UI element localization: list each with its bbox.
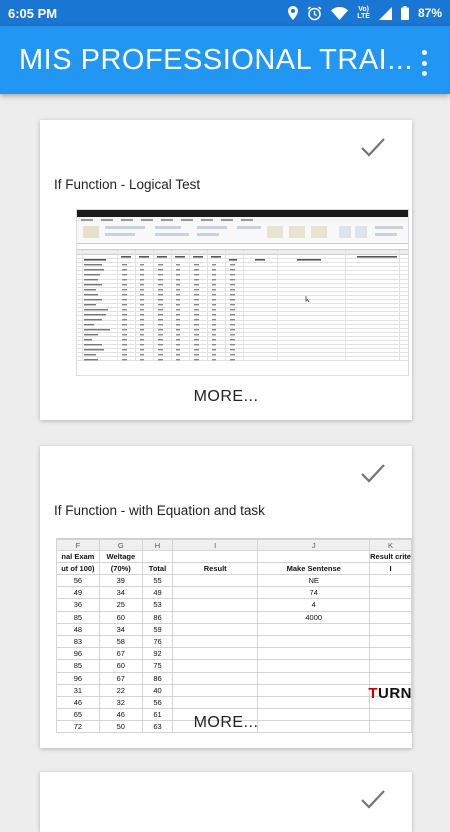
sheet-cell: 76 <box>142 635 172 647</box>
check-icon <box>360 788 386 810</box>
sheet-cell: 56 <box>57 575 100 587</box>
card-title: If Function - with Equation and task <box>54 503 265 518</box>
watermark-text: TURN <box>368 685 412 702</box>
sheet-cell: 74 <box>258 587 370 599</box>
sheet-cell: F <box>57 540 100 551</box>
sheet-cell <box>370 611 412 623</box>
card-title: If Function - Logical Test <box>54 177 201 192</box>
sheet-cell <box>173 599 258 611</box>
table-row <box>57 635 412 647</box>
table-row <box>57 648 412 660</box>
sheet-cell <box>258 696 370 708</box>
sheet-cell: 53 <box>142 599 172 611</box>
sheet-cell: 39 <box>99 575 142 587</box>
sheet-cell: 46 <box>57 696 100 708</box>
more-button[interactable]: MORE... <box>193 388 259 405</box>
sheet-cell: 60 <box>99 611 142 623</box>
app-title: MIS PROFESSIONAL TRAI... <box>19 43 413 76</box>
table-row <box>57 575 412 587</box>
thumbnail-cells <box>77 255 410 375</box>
sheet-cell: 61 <box>142 709 172 721</box>
app-bar <box>0 26 450 94</box>
sheet-cell: J <box>258 540 370 551</box>
sheet-cell: 58 <box>99 635 142 647</box>
sheet-cell <box>370 623 412 635</box>
sheet-cell: NE <box>258 575 370 587</box>
sheet-cell <box>173 684 258 696</box>
header-row <box>57 551 412 563</box>
sheet-cell: 72 <box>57 721 100 733</box>
sheet-cell: 48 <box>57 623 100 635</box>
check-icon <box>360 462 386 484</box>
sheet-cell: 85 <box>57 611 100 623</box>
sheet-cell <box>370 635 412 647</box>
sheet-cell <box>258 635 370 647</box>
table-row <box>57 623 412 635</box>
header-row <box>57 563 412 575</box>
sheet-cell: 22 <box>99 684 142 696</box>
sheet-cell: 4000 <box>258 611 370 623</box>
sheet-cell: 96 <box>57 672 100 684</box>
table-row <box>57 587 412 599</box>
table-row <box>57 660 412 672</box>
sheet-cell: 59 <box>142 623 172 635</box>
sheet-cell: Result crite <box>370 552 411 561</box>
sheet-cell: 4 <box>258 599 370 611</box>
lesson-card-2[interactable] <box>40 446 412 748</box>
table-row <box>57 611 412 623</box>
sheet-cell: K <box>370 540 412 551</box>
sheet-cell: 56 <box>142 696 172 708</box>
more-vert-icon[interactable] <box>420 50 428 76</box>
sheet-cell <box>258 551 370 563</box>
sheet-cell: 34 <box>99 587 142 599</box>
sheet-cell: 85 <box>57 660 100 672</box>
sheet-cell: nal Exam <box>57 551 100 563</box>
location-icon <box>288 6 298 20</box>
sheet-cell: Total <box>142 563 172 575</box>
sheet-cell <box>258 672 370 684</box>
battery-icon <box>401 6 409 20</box>
more-button[interactable]: MORE... <box>193 714 259 731</box>
sheet-cell <box>173 611 258 623</box>
sheet-cell: I <box>173 540 258 551</box>
sheet-cell <box>370 587 412 599</box>
sheet-cell: 63 <box>142 721 172 733</box>
sheet-cell: (70%) <box>99 563 142 575</box>
sheet-cell <box>142 551 172 563</box>
sheet-cell: 96 <box>57 648 100 660</box>
sheet-cell: 36 <box>57 599 100 611</box>
excel-thumbnail <box>76 209 409 376</box>
sheet-cell: I <box>370 563 412 575</box>
sheet-cell: 86 <box>142 611 172 623</box>
sheet-cell: ut of 100) <box>57 563 100 575</box>
sheet-cell: 83 <box>57 635 100 647</box>
lesson-card-1[interactable] <box>40 120 412 420</box>
table-row <box>57 672 412 684</box>
sheet-cell: 60 <box>99 660 142 672</box>
sheet-cell <box>173 587 258 599</box>
sheet-cell: 46 <box>99 709 142 721</box>
alarm-icon <box>307 6 322 21</box>
sheet-cell <box>173 696 258 708</box>
network-type: Vo) LTE <box>357 6 370 20</box>
sheet-cell: 49 <box>142 587 172 599</box>
thumbnail-grid <box>77 250 408 361</box>
sheet-cell <box>258 623 370 635</box>
status-time: 6:05 PM <box>8 5 58 21</box>
wifi-icon <box>331 7 348 20</box>
sheet-cell: 49 <box>57 587 100 599</box>
sheet-cell: 40 <box>142 684 172 696</box>
sheet-cell <box>173 551 258 563</box>
sheet-cell <box>258 648 370 660</box>
sheet-cell <box>173 648 258 660</box>
sheet-cell: Result <box>173 563 258 575</box>
sheet-cell: 75 <box>142 660 172 672</box>
sheet-cell: 34 <box>99 623 142 635</box>
sheet-cell: 31 <box>57 684 100 696</box>
sheet-cell <box>370 672 412 684</box>
sheet-cell <box>173 660 258 672</box>
battery-percent: 87% <box>417 6 442 20</box>
sheet-cell <box>370 660 412 672</box>
sheet-cell <box>370 648 412 660</box>
lesson-card-3[interactable] <box>40 772 412 832</box>
check-icon <box>360 136 386 158</box>
column-letter-row <box>57 540 412 551</box>
sheet-cell: 25 <box>99 599 142 611</box>
sheet-cell: Make Sentense <box>258 563 370 575</box>
table-row <box>57 684 412 696</box>
status-bar <box>0 0 450 26</box>
sheet-cell <box>370 599 412 611</box>
sheet-cell <box>258 660 370 672</box>
sheet-cell: 65 <box>57 709 100 721</box>
table-row <box>57 696 412 708</box>
sheet-cell: 50 <box>99 721 142 733</box>
sheet-cell: 67 <box>99 672 142 684</box>
sheet-cell: H <box>142 540 172 551</box>
sheet-cell <box>173 575 258 587</box>
sheet-cell <box>173 635 258 647</box>
table-row <box>57 599 412 611</box>
sheet-cell: 86 <box>142 672 172 684</box>
sheet-cell: 92 <box>142 648 172 660</box>
sheet-cell <box>173 623 258 635</box>
sheet-cell <box>370 575 412 587</box>
sheet-cell: Weltage <box>99 551 142 563</box>
sheet-cell: G <box>99 540 142 551</box>
signal-icon <box>379 7 392 20</box>
sheet-cell: 67 <box>99 648 142 660</box>
status-icons <box>288 6 442 21</box>
sheet-cell: 55 <box>142 575 172 587</box>
sheet-cell: 32 <box>99 696 142 708</box>
sheet-cell <box>258 684 370 696</box>
sheet-cell <box>173 672 258 684</box>
